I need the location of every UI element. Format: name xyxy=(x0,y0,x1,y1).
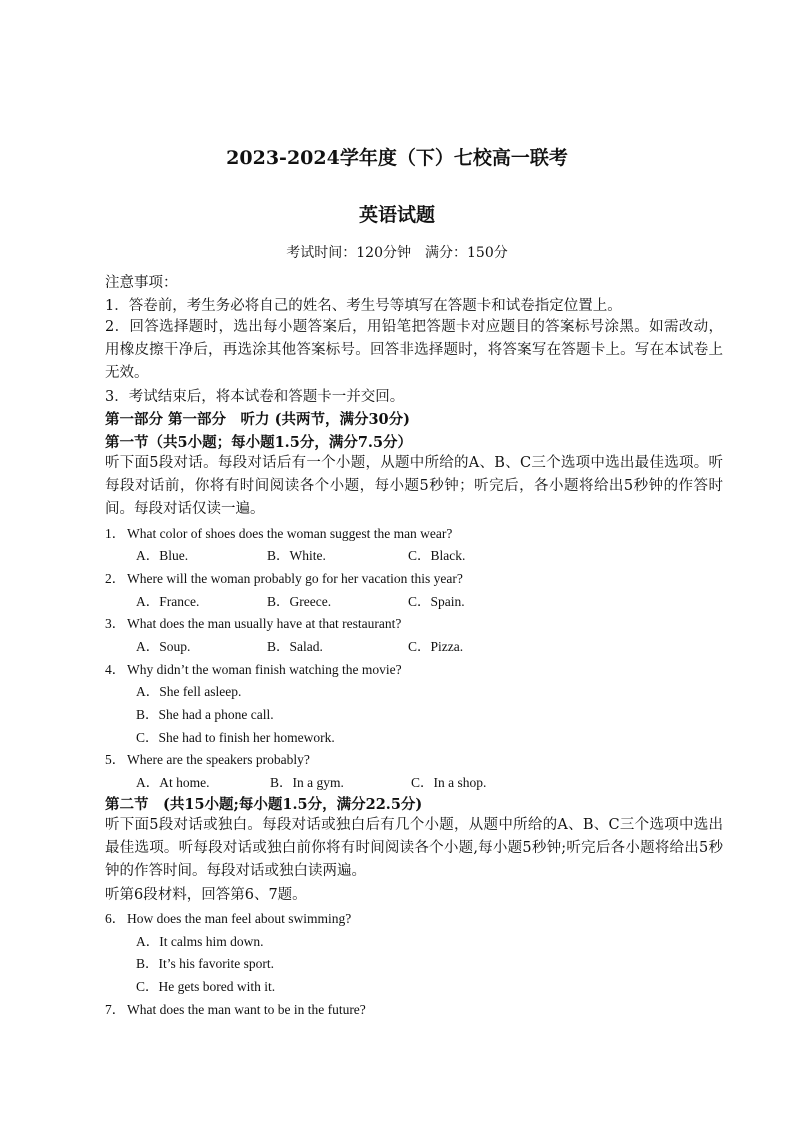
section2-instructions: 听下面5段对话或独白。每段对话或独白后有几个小题，从题中所给的A、B、C三个选项中选出最佳选项。听每段对话或独白前你将有时间阅读各个小题,每小题5秒钟;听完后各小题将给出5秒钟的作答时间。每段对话或独白读两遍。 xyxy=(105,817,723,879)
option-a: A．Blue. xyxy=(136,548,189,563)
option-b: B．She had a phone call. xyxy=(136,707,274,722)
question-text: What does the man want to be in the future? xyxy=(127,1002,366,1017)
part1-heading: 第一部分 第一部分 听力 (共两节，满分30分) xyxy=(105,411,410,428)
note-item-1: 1．答卷前，考生务必将自己的姓名、考生号等填写在答题卡和试卷指定位置上。 xyxy=(105,298,622,314)
option-c: C．He gets bored with it. xyxy=(136,979,276,994)
section2-heading: 第二节 (共15小题;每小题1.5分，满分22.5分) xyxy=(105,796,423,813)
question-4: 4． Why didn’t the woman finish watching the movie? xyxy=(105,662,402,677)
option-b: B．It’s his favorite sport. xyxy=(136,956,274,971)
option-c: C．Spain. xyxy=(408,594,465,609)
note-item-2: 2．回答选择题时，选出每小题答案后，用铅笔把答题卡对应题目的答案标号涂黑。如需改动，用橡皮擦干净后，再选涂其他答案标号。回答非选择题时，将答案写在答题卡上。写在本试卷上无效。 xyxy=(105,319,723,381)
exam-time: 考试时间：120分钟 xyxy=(286,245,411,261)
question-text: Where will the woman probably go for her vacation this year? xyxy=(127,571,463,586)
question-text: What color of shoes does the woman suggest the man wear? xyxy=(127,526,453,541)
question-text: Why didn’t the woman finish watching the movie? xyxy=(127,662,402,677)
option-c: C．In a shop. xyxy=(411,775,487,790)
question-3: 3． What does the man usually have at that restaurant? xyxy=(105,616,402,631)
question-5: 5． Where are the speakers probably? xyxy=(105,752,310,767)
exam-info xyxy=(0,242,794,262)
option-c: C．Pizza. xyxy=(408,639,464,654)
section1-heading: 第一节（共5小题；每小题1.5分，满分7.5分） xyxy=(105,434,413,451)
option-a: A．France. xyxy=(136,594,200,609)
question-text: How does the man feel about swimming? xyxy=(127,911,352,926)
option-b: B．Salad. xyxy=(267,639,323,654)
question-text: Where are the speakers probably? xyxy=(127,752,310,767)
option-b: B．Greece. xyxy=(267,594,332,609)
option-c: C．Black. xyxy=(408,548,466,563)
option-a: A．At home. xyxy=(136,775,210,790)
question-6: 6． How does the man feel about swimming? xyxy=(105,911,352,926)
question-text: What does the man usually have at that restaurant? xyxy=(127,616,402,631)
full-score: 满分：150分 xyxy=(425,245,508,261)
option-b: B．In a gym. xyxy=(270,775,344,790)
question-1: 1． What color of shoes does the woman suggest the man wear? xyxy=(105,526,453,541)
option-a: A．Soup. xyxy=(136,639,191,654)
option-a: A．It calms him down. xyxy=(136,934,264,949)
option-c: C．She had to finish her homework. xyxy=(136,730,335,745)
note-item-3: 3．考试结束后，将本试卷和答题卡一并交回。 xyxy=(105,389,405,405)
section1-instructions: 听下面5段对话。每段对话后有一个小题，从题中所给的A、B、C三个选项中选出最佳选项。听每段对话前，你将有时间阅读各个小题，每小题5秒钟；听完后，各小题将给出5秒钟的作答时间。每段对话仅读一遍。 xyxy=(105,455,723,517)
notes-heading: 注意事项： xyxy=(105,275,178,291)
question-7: 7． What does the man want to be in the future? xyxy=(105,1002,366,1017)
subject-title: 英语试题 xyxy=(358,204,435,226)
exam-title: 2023-2024学年度（下）七校高一联考 xyxy=(226,147,568,169)
option-b: B．White. xyxy=(267,548,326,563)
material-6-instruction: 听第6段材料，回答第6、7题。 xyxy=(105,887,307,903)
question-2: 2． Where will the woman probably go for her vacation this year? xyxy=(105,571,463,586)
option-a: A．She fell asleep. xyxy=(136,684,242,699)
